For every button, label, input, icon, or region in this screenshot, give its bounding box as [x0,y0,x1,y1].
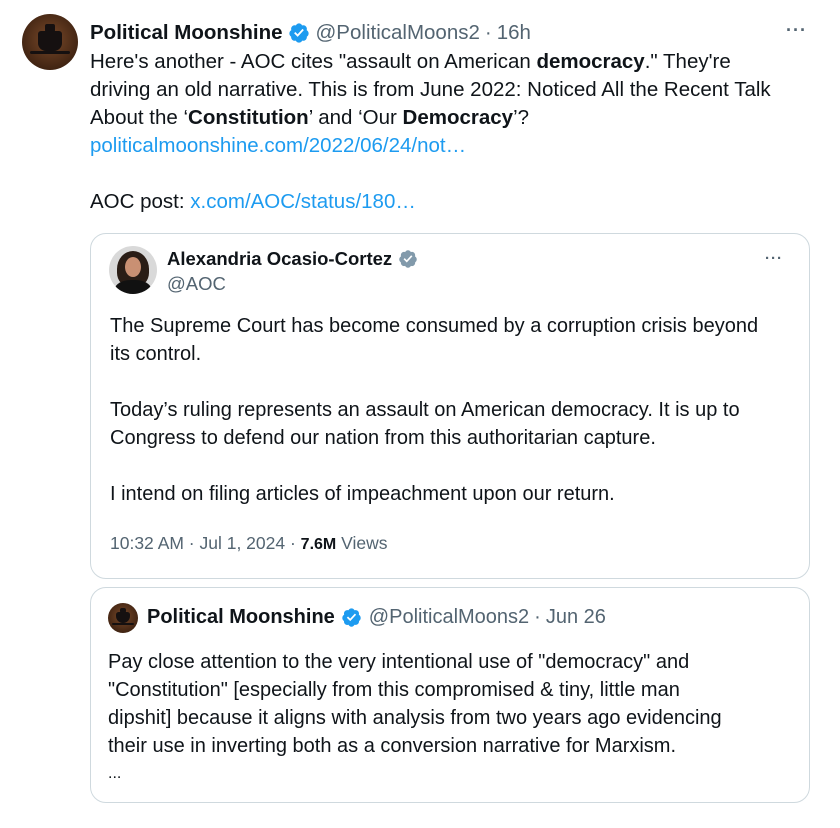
quoted-tweet-text: The Supreme Court has become consumed by a corruption crisis beyond its control. Today’s ruling represents an assault on American democracy. It is up to Congress to defend our nation from this authoritarian capture. I intend on filing articles of impeachment upon our return. [110,315,759,505]
verified-badge-icon [341,607,362,628]
tweet-text [90,48,810,216]
quoted-tweet-aoc[interactable] [90,233,810,579]
tweet-text-line-4 [90,132,810,160]
quoted-author-avatar[interactable] [108,603,138,633]
quoted-tweet-moonshine[interactable] [90,587,810,803]
verified-badge-icon [288,22,310,44]
more-options-icon[interactable]: ··· [786,20,807,40]
quoted-author-handle[interactable]: @PoliticalMoons2 [368,606,530,628]
quoted-author-handle[interactable]: @AOC [167,273,226,294]
truncation-ellipsis: ... [108,765,122,782]
views-count: 7.6M [300,536,337,553]
quoted-tweet-meta [110,533,387,554]
tweet-text-line-3: About the ‘Constitution’ and ‘Our Democracy’? [90,106,530,129]
tweet-text-line-1: Here's another - AOC cites "assault on American democracy." They're [90,50,731,73]
tweet-header [90,18,531,48]
quoted-author-name[interactable]: Alexandria Ocasio-Cortez [167,248,418,270]
gray-verified-badge-icon [398,249,418,269]
quoted-tweet-text: Pay close attention to the very intentional use of "democracy" and "Constitution" [especially from this compromised & tiny, little man dipshit] because it aligns with analysis from two years ago evidencing their use in inverting both as a conversion narrative for Marxism. ... [108,648,722,788]
tweet-text-line-2: driving an old narrative. This is from June 2022: Noticed All the Recent Talk [90,78,771,101]
author-name[interactable]: Political Moonshine [90,21,283,44]
quoted-timestamp[interactable]: 10:32 AM · Jul 1, 2024 · [110,533,301,553]
more-options-icon[interactable]: ··· [765,250,783,267]
quoted-date[interactable]: Jun 26 [545,606,606,628]
aoc-avatar[interactable] [109,246,157,294]
tweet-text-line-6: AOC post: x.com/AOC/status/180… [90,190,416,213]
tweet-time[interactable]: 16h [496,21,531,44]
separator-dot: · [484,21,492,44]
aoc-post-link[interactable]: x.com/AOC/status/180… [190,190,416,213]
blank-line [90,160,810,188]
quoted-header [147,606,606,629]
moonshine-article-link[interactable]: politicalmoonshine.com/2022/06/24/not… [90,134,467,157]
author-handle[interactable]: @PoliticalMoons2 [315,21,480,44]
quoted-author-name[interactable]: Political Moonshine [147,606,335,628]
separator-dot: · [534,606,541,628]
author-avatar[interactable] [22,14,78,70]
views-label: Views [336,533,388,553]
